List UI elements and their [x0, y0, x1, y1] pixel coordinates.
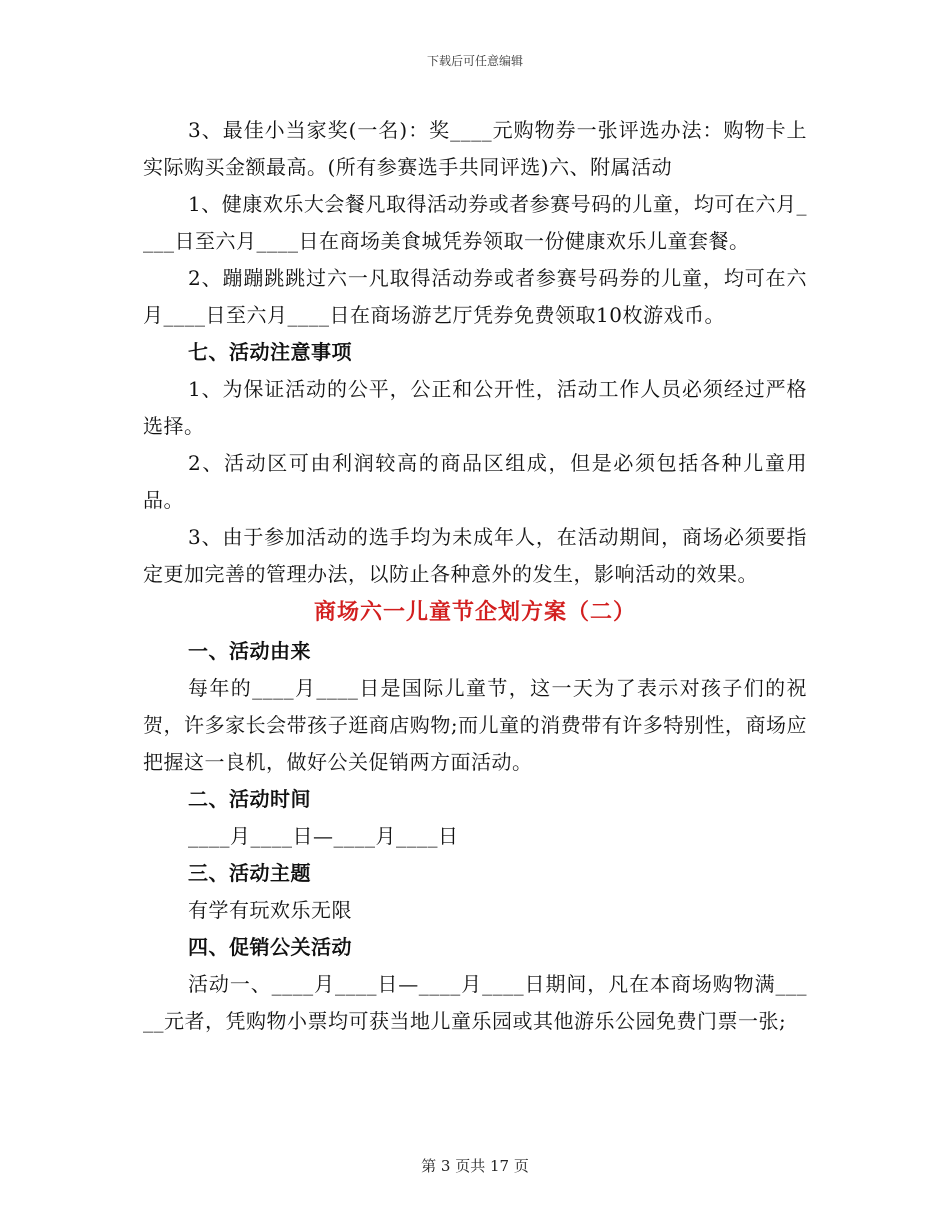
- page-header: 下载后可任意编辑: [426, 54, 523, 68]
- heading-notes: 七、活动注意事项: [188, 340, 352, 364]
- paragraph-note-fairness: 1、为保证活动的公平，公正和公开性，活动工作人员必须经过严格选择。: [143, 377, 807, 438]
- heading-origin: 一、活动由来: [188, 639, 311, 663]
- heading-theme: 三、活动主题: [188, 861, 311, 885]
- document-body: [143, 112, 807, 1040]
- section-title-plan-two: 商场六一儿童节企划方案（二）: [313, 600, 636, 625]
- paragraph-best-shopper-award: 3、最佳小当家奖(一名)：奖____元购物券一张评选办法：购物卡上实际购买金额最高。(所有参赛选手共同评选)六、附属活动: [143, 118, 807, 179]
- paragraph-game-coins: 2、蹦蹦跳跳过六一凡取得活动券或者参赛号码券的儿童，均可在六月____日至六月____日在商场游艺厅凭券免费领取10枚游戏币。: [143, 266, 807, 327]
- paragraph-healthy-meal: 1、健康欢乐大会餐凡取得活动券或者参赛号码的儿童，均可在六月____日至六月____日在商场美食城凭券领取一份健康欢乐儿童套餐。: [143, 192, 807, 253]
- paragraph-note-area: 2、活动区可由利润较高的商品区组成，但是必须包括各种儿童用品。: [143, 451, 807, 512]
- page-footer: 第 3 页共 17 页: [421, 1157, 529, 1175]
- paragraph-activity-one: 活动一、____月____日—____月____日期间，凡在本商场购物满_____元者，凭购物小票均可获当地儿童乐园或其他游乐公园免费门票一张;: [143, 972, 807, 1033]
- heading-time: 二、活动时间: [188, 787, 311, 811]
- paragraph-note-safety: 3、由于参加活动的选手均为未成年人，在活动期间，商场必须要指定更加完善的管理办法，以防止各种意外的发生，影响活动的效果。: [143, 525, 807, 586]
- paragraph-origin: 每年的____月____日是国际儿童节，这一天为了表示对孩子们的祝贺，许多家长会带孩子逛商店购物;而儿童的消费带有许多特别性，商场应把握这一良机，做好公关促销两方面活动。: [143, 676, 807, 774]
- paragraph-time: ____月____日—____月____日: [188, 824, 459, 848]
- heading-promotion: 四、促销公关活动: [188, 935, 352, 959]
- paragraph-theme: 有学有玩欢乐无限: [188, 898, 352, 922]
